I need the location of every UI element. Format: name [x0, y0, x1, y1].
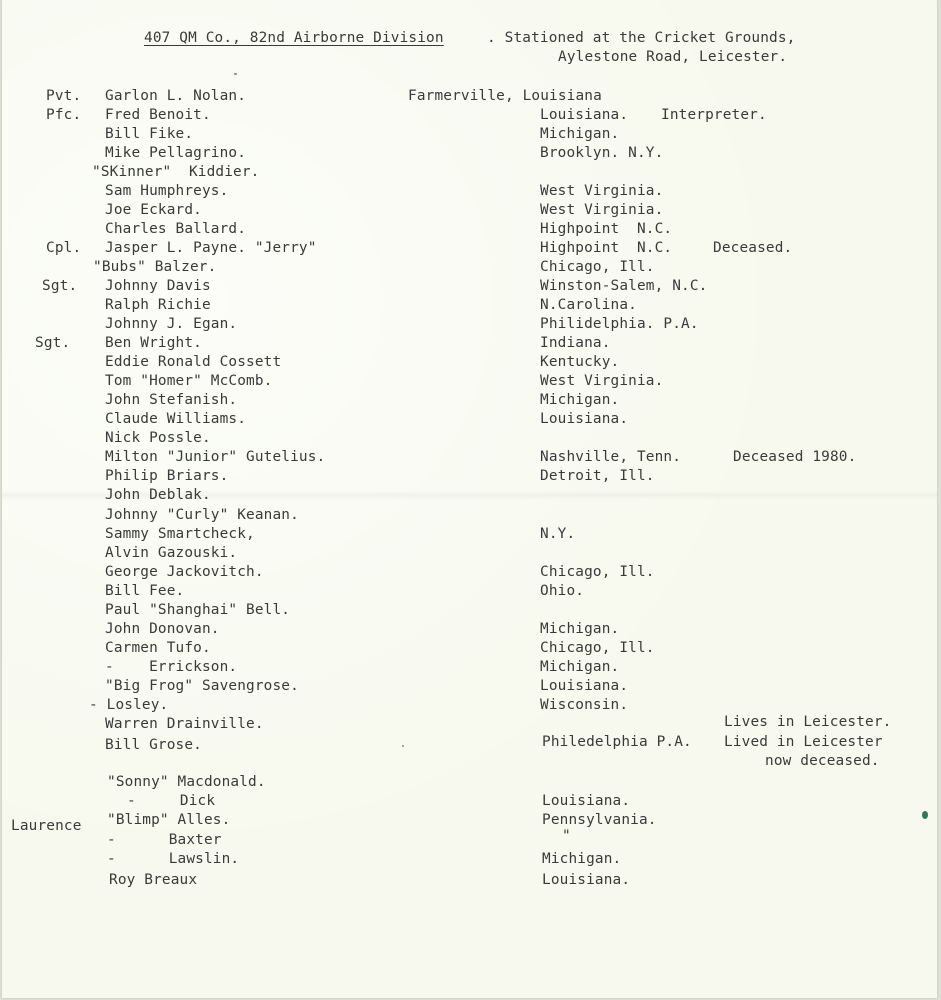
home-origin: Brooklyn. N.Y. — [540, 145, 664, 161]
rank: Pvt. — [46, 88, 82, 104]
soldier-name: Johnny Davis — [105, 278, 211, 294]
header-address: Aylestone Road, Leicester. — [558, 49, 788, 65]
home-origin: Highpoint N.C. — [540, 221, 673, 237]
header-stationed: . Stationed at the Cricket Grounds, — [487, 30, 796, 46]
soldier-name: Nick Possle. — [105, 430, 211, 446]
soldier-name: John Stefanish. — [105, 392, 238, 408]
home-origin: Nashville, Tenn. — [540, 449, 682, 465]
soldier-name: Ben Wright. — [105, 335, 202, 351]
home-origin: N.Y. — [540, 526, 576, 542]
soldier-name: - Lawslin. — [107, 851, 240, 867]
home-origin: West Virginia. — [540, 202, 664, 218]
home-origin: Wisconsin. — [540, 697, 629, 713]
home-origin: Farmerville, Louisiana — [408, 88, 602, 104]
soldier-name: - Baxter — [107, 832, 222, 848]
soldier-name: Bill Fee. — [105, 583, 185, 599]
soldier-name: Ralph Richie — [105, 297, 211, 313]
home-origin: Michigan. — [542, 851, 622, 867]
soldier-name: Fred Benoit. — [105, 107, 211, 123]
soldier-name: Milton "Junior" Gutelius. — [105, 449, 326, 465]
home-origin: Pennsylvania. — [542, 812, 657, 828]
soldier-name: Alvin Gazouski. — [105, 545, 238, 561]
paper-fleck — [234, 73, 237, 75]
remark: Interpreter. — [661, 107, 767, 123]
remark: now deceased. — [765, 753, 880, 769]
home-origin: N.Carolina. — [540, 297, 637, 313]
remark: Deceased 1980. — [733, 449, 857, 465]
remark: Lived in Leicester — [724, 734, 883, 750]
home-origin: Ohio. — [540, 583, 585, 599]
home-origin: Detroit, Ill. — [540, 468, 655, 484]
home-origin: Indiana. — [540, 335, 611, 351]
soldier-name: Tom "Homer" McComb. — [105, 373, 273, 389]
soldier-name: "Sonny" Macdonald. — [107, 774, 266, 790]
rank: Laurence — [11, 818, 82, 834]
paper-fleck — [402, 745, 404, 747]
soldier-name: John Deblak. — [105, 487, 211, 503]
soldier-name: Roy Breaux — [109, 872, 198, 888]
soldier-name: Carmen Tufo. — [105, 640, 211, 656]
home-origin: West Virginia. — [540, 373, 664, 389]
rank: Sgt. — [35, 335, 71, 351]
soldier-name: "Blimp" Alles. — [107, 812, 231, 828]
soldier-name: Johnny "Curly" Keanan. — [105, 507, 299, 523]
soldier-name: Johnny J. Egan. — [105, 316, 238, 332]
home-origin: Michigan. — [540, 621, 620, 637]
home-origin: Louisiana. — [542, 872, 631, 888]
home-origin: " — [562, 828, 571, 844]
remark: Lives in Leicester. — [724, 714, 892, 730]
home-origin: Winston-Salem, N.C. — [540, 278, 708, 294]
home-origin: Michigan. — [540, 392, 620, 408]
soldier-name: Jasper L. Payne. "Jerry" — [105, 240, 317, 256]
rank: Sgt. — [42, 278, 78, 294]
soldier-name: Sam Humphreys. — [105, 183, 229, 199]
soldier-name: - Errickson. — [105, 659, 238, 675]
soldier-name: John Donovan. — [105, 621, 220, 637]
green-ink-mark — [922, 811, 928, 819]
typed-document-page — [2, 0, 937, 998]
soldier-name: Eddie Ronald Cossett — [105, 354, 282, 370]
soldier-name: "Big Frog" Savengrose. — [105, 678, 299, 694]
soldier-name: Joe Eckard. — [105, 202, 202, 218]
home-origin: Louisiana. — [540, 411, 629, 427]
soldier-name: - Losley. — [89, 697, 169, 713]
soldier-name: "Bubs" Balzer. — [93, 259, 217, 275]
home-origin: Louisiana. — [540, 678, 629, 694]
home-origin: Michigan. — [540, 126, 620, 142]
soldier-name: "SKinner" Kiddier. — [92, 164, 260, 180]
soldier-name: Philip Briars. — [105, 468, 229, 484]
header-unit: 407 QM Co., 82nd Airborne Division — [144, 30, 444, 46]
home-origin: Michigan. — [540, 659, 620, 675]
home-origin: Chicago, Ill. — [540, 259, 655, 275]
soldier-name: Charles Ballard. — [105, 221, 247, 237]
rank: Cpl. — [46, 240, 82, 256]
home-origin: Chicago, Ill. — [540, 640, 655, 656]
home-origin: Louisiana. — [542, 793, 631, 809]
home-origin: Louisiana. — [540, 107, 629, 123]
remark: Deceased. — [713, 240, 793, 256]
home-origin: Philidelphia. P.A. — [540, 316, 699, 332]
soldier-name: Bill Grose. — [105, 737, 202, 753]
home-origin: West Virginia. — [540, 183, 664, 199]
home-origin: Chicago, Ill. — [540, 564, 655, 580]
soldier-name: Garlon L. Nolan. — [105, 88, 247, 104]
rank: Pfc. — [46, 107, 82, 123]
home-origin: Highpoint N.C. — [540, 240, 673, 256]
soldier-name: Claude Williams. — [105, 411, 247, 427]
soldier-name: Sammy Smartcheck, — [105, 526, 255, 542]
soldier-name: Warren Drainville. — [105, 716, 264, 732]
soldier-name: - Dick — [127, 793, 216, 809]
home-origin: Kentucky. — [540, 354, 620, 370]
home-origin: Philedelphia P.A. — [542, 734, 692, 750]
soldier-name: Paul "Shanghai" Bell. — [105, 602, 291, 618]
soldier-name: Bill Fike. — [105, 126, 194, 142]
soldier-name: Mike Pellagrino. — [105, 145, 247, 161]
soldier-name: George Jackovitch. — [105, 564, 264, 580]
